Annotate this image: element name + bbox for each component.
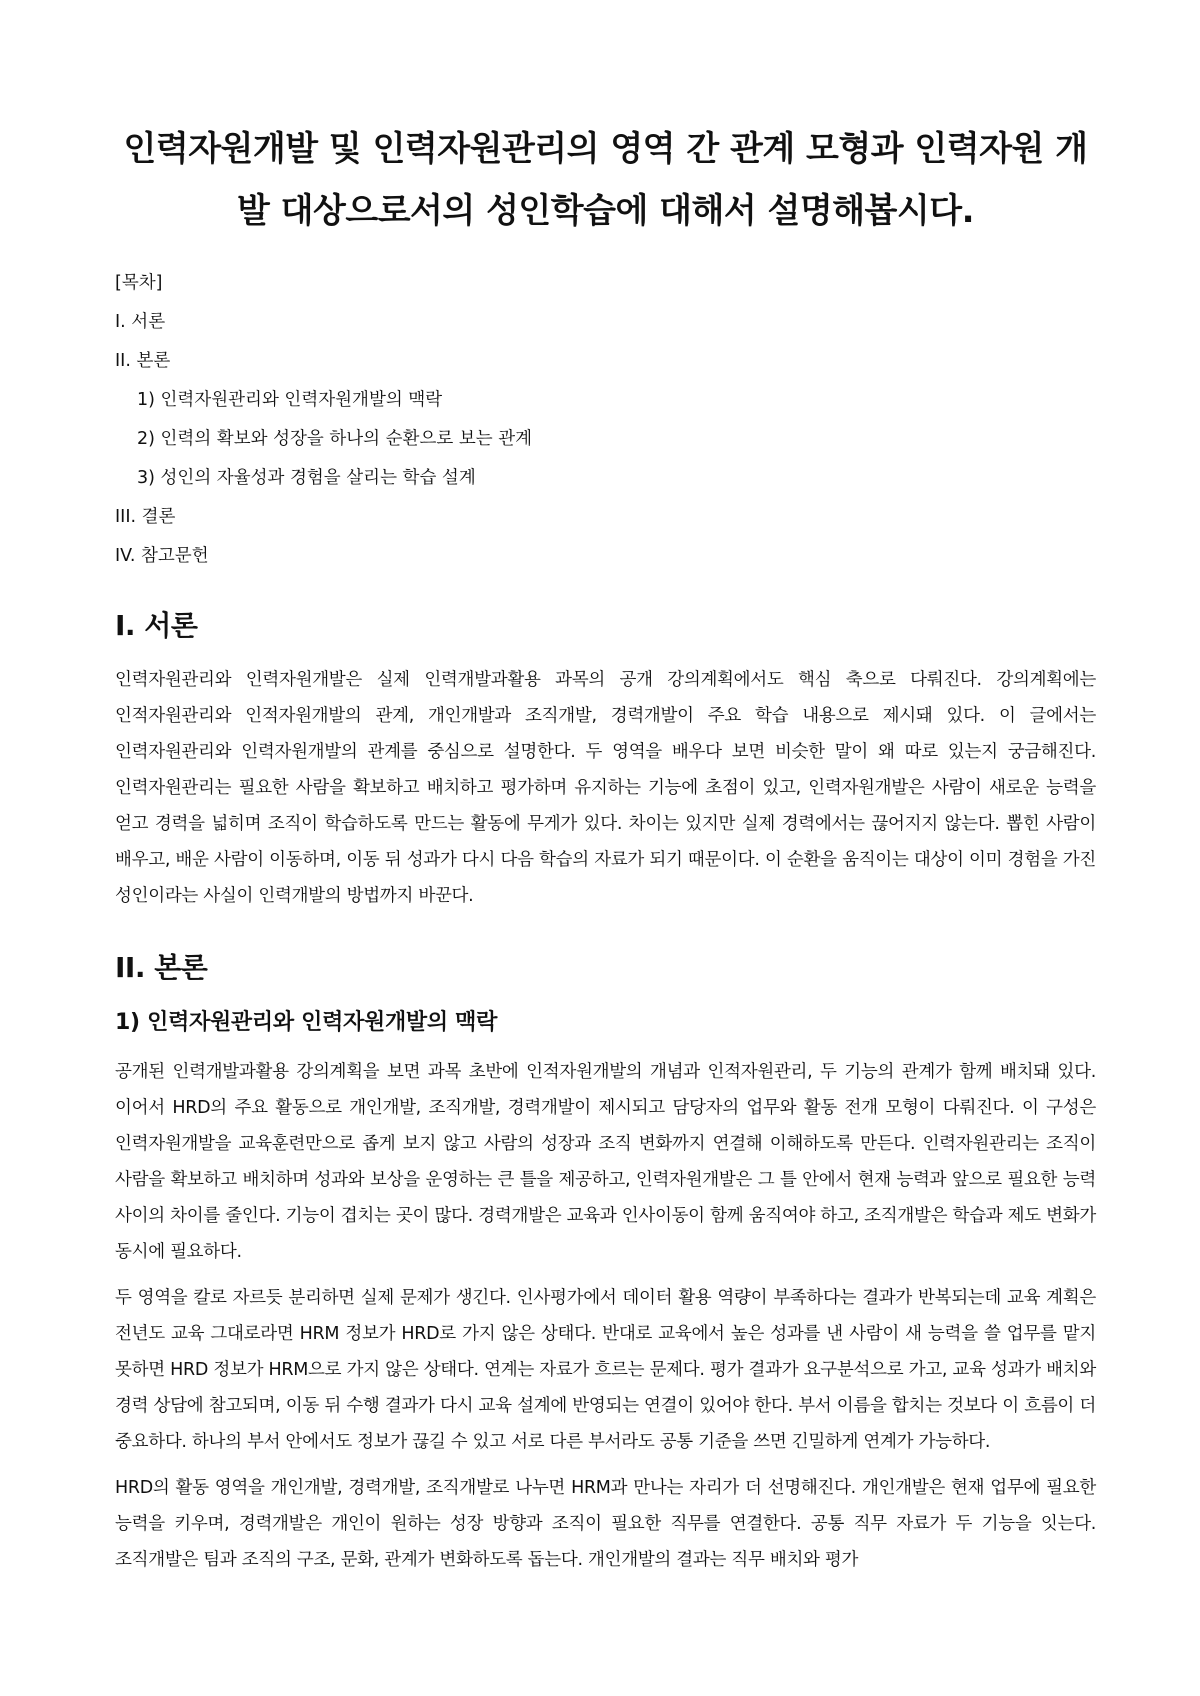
toc-item-conclusion: III. 결론 — [115, 507, 176, 527]
paragraph: 두 영역을 칼로 자르듯 분리하면 실제 문제가 생긴다. 인사평가에서 데이터 활용 역량이 부족하다는 결과가 반복되는데 교육 계획은 전년도 교육 그대로라면 HRM 정보가 HRD로 가지 않은 상태다. 반대로 교육에서 높은 성과를 낸 사람이 새 능력을 쓸 업무를 맡지 못하면 HRD 정보가 HRM으로 가지 않은 상태다. 연계는 자료가 흐르는 문제다. 평가 결과가 요구분석으로 가고, 교육 성과가 배치와 경력 상담에 참고되며, 이동 뒤 수행 결과가 다시 교육 설계에 반영되는 연결이 있어야 한다. 부서 이름을 합치는 것보다 이 흐름이 더 중요하다. 하나의 부서 안에서도 정보가 끊길 수 있고 서로 다른 부서라도 공통 기준을 쓰면 긴밀하게 연계가 가능하다. — [115, 1288, 1096, 1452]
section-heading: I. 서론 — [115, 609, 198, 642]
toc-item-introduction: I. 서론 — [115, 312, 166, 332]
toc-item-body: II. 본론 — [115, 351, 171, 371]
paragraph: 인력자원관리와 인력자원개발은 실제 인력개발과활용 과목의 공개 강의계획에서도 핵심 축으로 다뤄진다. 강의계획에는 인적자원관리와 인적자원개발의 관계, 개인개발과 조직개발, 경력개발이 주요 학습 내용으로 제시돼 있다. 이 글에서는 인력자원관리와 인력자원개발의 관계를 중심으로 설명한다. 두 영역을 배우다 보면 비슷한 말이 왜 따로 있는지 궁금해진다. 인력자원관리는 필요한 사람을 확보하고 배치하고 평가하며 유지하는 기능에 초점이 있고, 인력자원개발은 사람이 새로운 능력을 얻고 경력을 넓히며 조직이 학습하도록 만드는 활동에 무게가 있다. 차이는 있지만 실제 경력에서는 끊어지지 않는다. 뽑힌 사람이 배우고, 배운 사람이 이동하며, 이동 뒤 성과가 다시 다음 학습의 자료가 되기 때문이다. 이 순환을 움직이는 대상이 이미 경험을 가진 성인이라는 사실이 인력개발의 방법까지 바꾼다. — [115, 670, 1096, 906]
toc-item-body-3: 3) 성인의 자율성과 경험을 살리는 학습 설계 — [137, 468, 476, 488]
table-of-contents — [115, 264, 1096, 576]
paragraph: 공개된 인력개발과활용 강의계획을 보면 과목 초반에 인적자원개발의 개념과 인적자원관리, 두 기능의 관계가 함께 배치돼 있다. 이어서 HRD의 주요 활동으로 개인개발, 조직개발, 경력개발이 제시되고 담당자의 업무와 활동 전개 모형이 다뤄진다. 이 구성은 인력자원개발을 교육훈련만으로 좁게 보지 않고 사람의 성장과 조직 변화까지 연결해 이해하도록 만든다. 인력자원관리는 조직이 사람을 확보하고 배치하며 성과와 보상을 운영하는 큰 틀을 제공하고, 인력자원개발은 그 틀 안에서 현재 능력과 앞으로 필요한 능력 사이의 차이를 줄인다. 기능이 겹치는 곳이 많다. 경력개발은 교육과 인사이동이 함께 움직여야 하고, 조직개발은 학습과 제도 변화가 동시에 필요하다. — [115, 1062, 1096, 1262]
toc-heading: [목차] — [115, 273, 163, 293]
section-introduction — [115, 606, 1096, 914]
section-body — [115, 948, 1096, 1578]
paragraph: HRD의 활동 영역을 개인개발, 경력개발, 조직개발로 나누면 HRM과 만나는 자리가 더 선명해진다. 개인개발은 현재 업무에 필요한 능력을 키우며, 경력개발은 개인이 원하는 성장 방향과 조직이 필요한 직무를 연결한다. 공통 직무 자료가 두 기능을 잇는다. 조직개발은 팀과 조직의 구조, 문화, 관계가 변화하도록 돕는다. 개인개발의 결과는 직무 배치와 평가 — [115, 1478, 1096, 1570]
toc-item-references: IV. 참고문헌 — [115, 546, 209, 566]
section-heading: II. 본론 — [115, 951, 208, 984]
document-title: 인력자원개발 및 인력자원관리의 영역 간 관계 모형과 인력자원 개발 대상으로서의 성인학습에 대해서 설명해봅시다. — [123, 129, 1088, 231]
subsection-heading: 1) 인력자원관리와 인력자원개발의 맥락 — [115, 1010, 498, 1035]
toc-item-body-2: 2) 인력의 확보와 성장을 하나의 순환으로 보는 관계 — [137, 429, 532, 449]
toc-item-body-1: 1) 인력자원관리와 인력자원개발의 맥락 — [137, 390, 443, 410]
